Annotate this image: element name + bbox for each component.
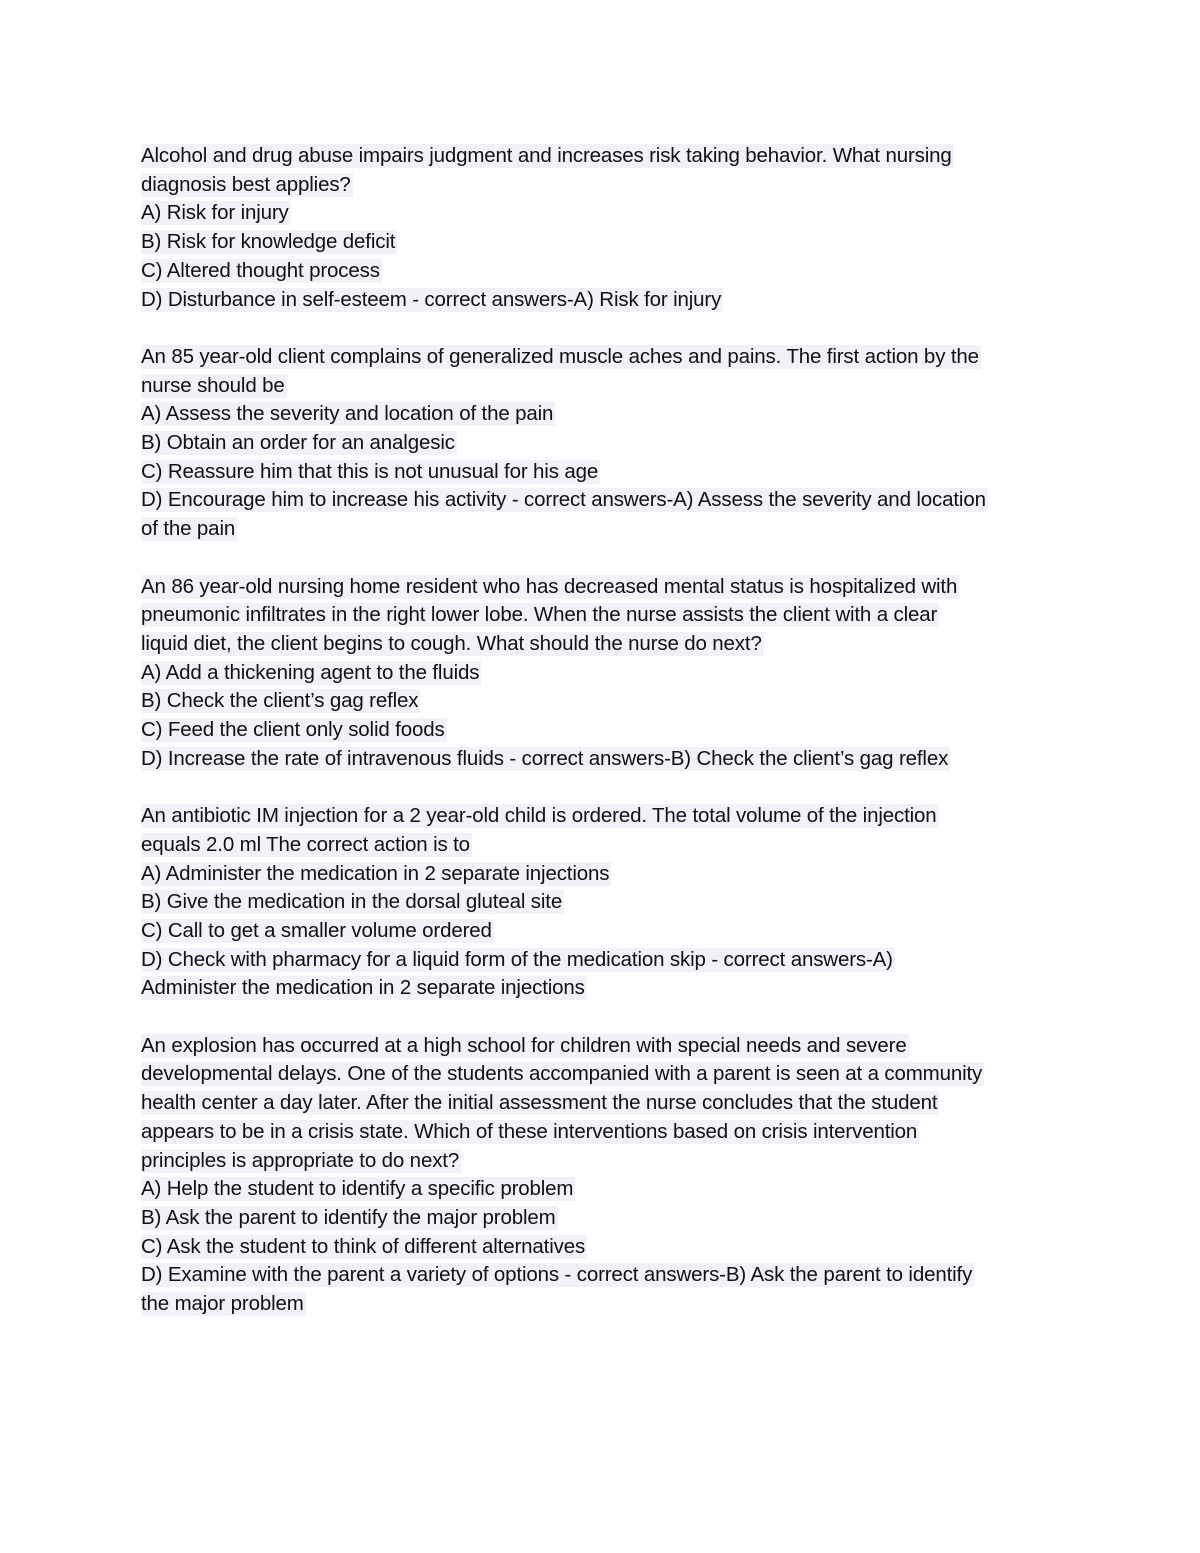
line-text: B) Ask the parent to identify the major problem xyxy=(141,1205,556,1229)
answer-option xyxy=(141,1175,1061,1204)
line-text: C) Call to get a smaller volume ordered xyxy=(141,918,492,942)
line-text: B) Give the medication in the dorsal gluteal site xyxy=(141,890,563,914)
line-text: Administer the medication in 2 separate injections xyxy=(141,976,585,1000)
line-text: nurse should be xyxy=(141,373,285,397)
answer-option xyxy=(141,1204,1061,1233)
answer-option xyxy=(141,257,1061,286)
question-line xyxy=(141,802,1061,831)
line-text: C) Ask the student to think of different alternatives xyxy=(141,1234,586,1258)
question-line xyxy=(141,573,1061,602)
question-line xyxy=(141,1089,1061,1118)
answer-option xyxy=(141,429,1061,458)
line-text: D) Disturbance in self-esteem - correct answers-A) Risk for injury xyxy=(141,287,722,311)
line-text: health center a day later. After the initial assessment the nurse concludes that the student xyxy=(141,1091,938,1115)
line-text: A) Administer the medication in 2 separate injections xyxy=(141,861,610,885)
line-text: pneumonic infiltrates in the right lower lobe. When the nurse assists the client with a clear xyxy=(141,603,938,627)
line-text: B) Check the client’s gag reflex xyxy=(141,689,419,713)
line-text: An explosion has occurred at a high school for children with special needs and severe xyxy=(141,1033,907,1057)
question-block-4 xyxy=(141,802,1061,1003)
question-line xyxy=(141,142,1061,171)
line-text: principles is appropriate to do next? xyxy=(141,1148,460,1172)
line-text: B) Risk for knowledge deficit xyxy=(141,230,396,254)
answer-option xyxy=(141,199,1061,228)
answer-option xyxy=(141,659,1061,688)
line-text: B) Obtain an order for an analgesic xyxy=(141,431,455,455)
line-text: A) Help the student to identify a specific problem xyxy=(141,1177,574,1201)
line-text: D) Check with pharmacy for a liquid form of the medication skip - correct answers-A) xyxy=(141,947,893,971)
line-text: A) Risk for injury xyxy=(141,201,289,225)
line-text: An 86 year-old nursing home resident who has decreased mental status is hospitalized with xyxy=(141,574,958,598)
line-text: liquid diet, the client begins to cough. What should the nurse do next? xyxy=(141,631,762,655)
line-text: equals 2.0 ml The correct action is to xyxy=(141,832,470,856)
question-line xyxy=(141,1118,1061,1147)
answer-option xyxy=(141,228,1061,257)
line-text: of the pain xyxy=(141,517,236,541)
answer-option xyxy=(141,745,1061,774)
answer-option xyxy=(141,286,1061,315)
answer-option xyxy=(141,458,1061,487)
answer-option xyxy=(141,1290,1061,1319)
line-text: Alcohol and drug abuse impairs judgment and increases risk taking behavior. What nursing xyxy=(141,144,952,167)
line-text: A) Assess the severity and location of the pain xyxy=(141,402,554,426)
answer-option xyxy=(141,917,1061,946)
line-text: An 85 year-old client complains of generalized muscle aches and pains. The first action by the xyxy=(141,344,979,368)
line-text: D) Examine with the parent a variety of options - correct answers-B) Ask the parent to identify xyxy=(141,1263,973,1287)
question-block-1 xyxy=(141,142,1061,314)
question-line xyxy=(141,1032,1061,1061)
answer-option xyxy=(141,486,1061,515)
line-text: appears to be in a crisis state. Which of these interventions based on crisis intervention xyxy=(141,1119,918,1143)
question-line xyxy=(141,630,1061,659)
line-text: D) Increase the rate of intravenous fluids - correct answers-B) Check the client’s gag reflex xyxy=(141,746,949,770)
question-line xyxy=(141,343,1061,372)
question-line xyxy=(141,372,1061,401)
answer-option xyxy=(141,515,1061,544)
line-text: C) Feed the client only solid foods xyxy=(141,718,445,742)
question-block-3 xyxy=(141,573,1061,774)
answer-option xyxy=(141,1261,1061,1290)
document-body xyxy=(141,142,1061,1347)
line-text: C) Reassure him that this is not unusual for his age xyxy=(141,459,599,483)
question-block-5 xyxy=(141,1032,1061,1319)
line-text: the major problem xyxy=(141,1292,304,1316)
answer-option xyxy=(141,687,1061,716)
answer-option xyxy=(141,400,1061,429)
answer-option xyxy=(141,1233,1061,1262)
question-block-2 xyxy=(141,343,1061,544)
question-line xyxy=(141,171,1061,200)
line-text: A) Add a thickening agent to the fluids xyxy=(141,660,480,684)
answer-option xyxy=(141,888,1061,917)
answer-option xyxy=(141,716,1061,745)
line-text: An antibiotic IM injection for a 2 year-old child is ordered. The total volume of the injection xyxy=(141,804,937,828)
question-line xyxy=(141,1060,1061,1089)
answer-option xyxy=(141,860,1061,889)
question-line xyxy=(141,601,1061,630)
answer-option xyxy=(141,946,1061,975)
line-text: C) Altered thought process xyxy=(141,258,380,282)
question-line xyxy=(141,831,1061,860)
line-text: D) Encourage him to increase his activity - correct answers-A) Assess the severity and location xyxy=(141,488,986,512)
question-line xyxy=(141,1147,1061,1176)
line-text: developmental delays. One of the students accompanied with a parent is seen at a community xyxy=(141,1062,983,1086)
line-text: diagnosis best applies? xyxy=(141,172,351,196)
answer-option xyxy=(141,974,1061,1003)
